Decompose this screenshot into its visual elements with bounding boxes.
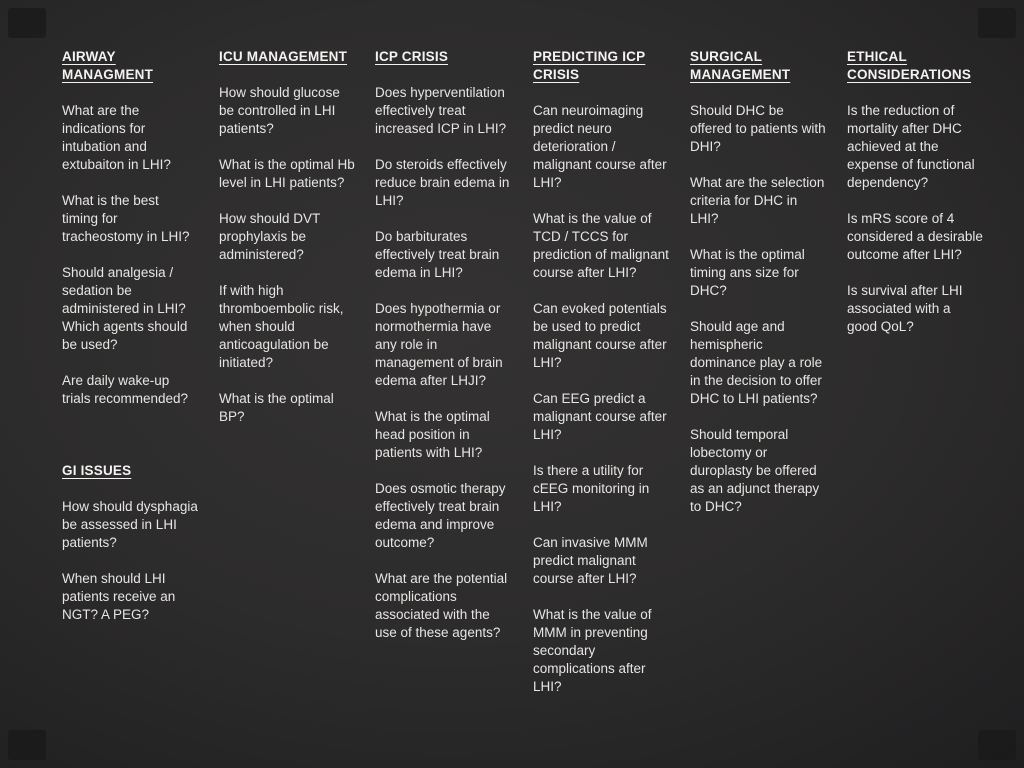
question-text: Are daily wake-up trials recommended? <box>62 373 189 406</box>
question-text: Do barbiturates effectively treat brain edema in LHI? <box>375 229 500 280</box>
question-text: Is mRS score of 4 considered a desirable outcome after LHI? <box>847 211 983 262</box>
section <box>533 48 669 696</box>
section <box>847 48 983 336</box>
question-text: Does hypothermia or normothermia have any role in management of brain edema after LHJI? <box>375 301 503 388</box>
section <box>690 48 826 516</box>
question-text: Should temporal lobectomy or duroplasty be offered as an adjunct therapy to DHC? <box>690 427 820 514</box>
section-heading: SURGICAL MANAGEMENT <box>690 49 791 82</box>
question-text: Does hyperventilation effectively treat increased ICP in LHI? <box>375 85 507 136</box>
section <box>219 48 355 426</box>
question-text: Is the reduction of mortality after DHC achieved at the expense of functional dependency? <box>847 103 975 190</box>
section-heading: PREDICTING ICP CRISIS <box>533 49 646 82</box>
section <box>62 48 198 408</box>
question-text: Should analgesia / sedation be administered in LHI? Which agents should be used? <box>62 265 188 352</box>
section-heading: ICU MANAGEMENT <box>219 49 348 64</box>
question-text: What is the best timing for tracheostomy in LHI? <box>62 193 190 244</box>
column-5 <box>847 48 983 336</box>
section-heading: ETHICAL CONSIDERATIONS <box>847 49 972 82</box>
column-4 <box>690 48 826 516</box>
question-text: Can invasive MMM predict malignant course after LHI? <box>533 535 648 586</box>
column-1 <box>219 48 355 426</box>
question-text: When should LHI patients receive an NGT? A PEG? <box>62 571 176 622</box>
question-text: How should DVT prophylaxis be administered? <box>219 211 321 262</box>
question-text: What is the value of MMM in preventing secondary complications after LHI? <box>533 607 652 694</box>
question-text: How should glucose be controlled in LHI patients? <box>219 85 340 136</box>
question-text: What is the optimal BP? <box>219 391 334 424</box>
question-text: What is the optimal timing ans size for DHC? <box>690 247 805 298</box>
section <box>62 462 198 624</box>
section <box>375 48 511 642</box>
question-text: What are the indications for intubation and extubaiton in LHI? <box>62 103 171 172</box>
column-0 <box>62 48 198 624</box>
question-text: What are the selection criteria for DHC in LHI? <box>690 175 825 226</box>
section-heading: AIRWAY MANAGMENT <box>62 49 154 82</box>
question-text: Can evoked potentials be used to predict malignant course after LHI? <box>533 301 667 370</box>
question-text: Can neuroimaging predict neuro deterioration / malignant course after LHI? <box>533 103 667 190</box>
question-text: What is the value of TCD / TCCS for prediction of malignant course after LHI? <box>533 211 669 280</box>
question-text: What are the potential complications associated with the use of these agents? <box>375 571 508 640</box>
question-text: Does osmotic therapy effectively treat brain edema and improve outcome? <box>375 481 506 550</box>
column-3 <box>533 48 669 696</box>
question-text: Is survival after LHI associated with a good QoL? <box>847 283 963 334</box>
section-heading: ICP CRISIS <box>375 49 449 64</box>
question-text: Should age and hemispheric dominance play a role in the decision to offer DHC to LHI patients? <box>690 319 823 406</box>
question-text: Should DHC be offered to patients with DHI? <box>690 103 826 154</box>
section-heading: GI ISSUES <box>62 463 132 478</box>
question-text: What is the optimal head position in patients with LHI? <box>375 409 490 460</box>
question-text: Is there a utility for cEEG monitoring in LHI? <box>533 463 650 514</box>
question-text: What is the optimal Hb level in LHI patients? <box>219 157 355 190</box>
question-text: If with high thromboembolic risk, when should anticoagulation be initiated? <box>219 283 344 370</box>
question-text: How should dysphagia be assessed in LHI patients? <box>62 499 198 550</box>
question-text: Can EEG predict a malignant course after LHI? <box>533 391 667 442</box>
column-2 <box>375 48 511 642</box>
question-text: Do steroids effectively reduce brain edema in LHI? <box>375 157 510 208</box>
